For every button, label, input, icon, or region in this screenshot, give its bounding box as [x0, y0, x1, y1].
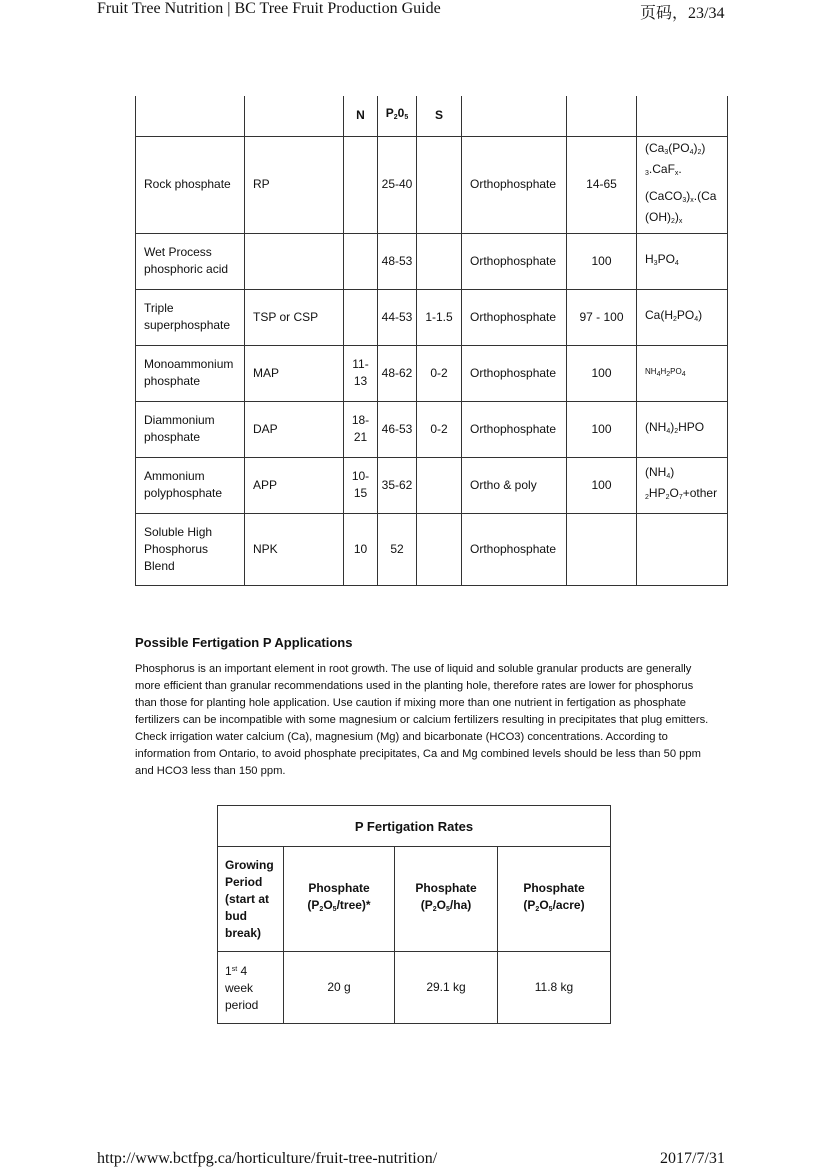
p-form: Orthophosphate	[462, 401, 567, 457]
solubility: 100	[567, 233, 637, 289]
p-value: 25-40	[378, 136, 417, 233]
fertilizer-name: Soluble High Phosphorus Blend	[136, 513, 245, 585]
p-form: Orthophosphate	[462, 233, 567, 289]
header-p2o5: $P_20_5$	[378, 96, 417, 136]
table-title: P Fertigation Rates	[218, 806, 611, 847]
header-phosphate-ha: Phosphate $(P_2O_5/ha)$	[395, 847, 498, 952]
n-value: 18-21	[344, 401, 378, 457]
fertilizer-name: Monoammonium phosphate	[136, 345, 245, 401]
s-value: 1-1.5	[417, 289, 462, 345]
fertilizer-abbr: APP	[245, 457, 344, 513]
paragraph-text: Phosphorus is an important element in root growth. The use of liquid and soluble granular products are generally more efficient than granular recommendations used in the planting hole, therefore rates are lower for phosphorus than those for planting hole application. Use caution if mixing more than one nutrient in fertigation as phosphate fertilizers can be incompatible with some magnesium or calcium fertilizers resulting in precipitates that plug emitters. Check irrigation water calcium (Ca), magnesium (Mg) and bicarbonate (HCO3) concentrations. According to information from Ontario, to avoid phosphate precipitates, Ca and Mg combined levels should be less than 50 ppm and HCO3 less than 150 ppm.	[135, 663, 709, 777]
s-value	[417, 233, 462, 289]
table-row	[136, 233, 728, 289]
phosphate-fertilizer-table	[135, 96, 728, 586]
fertilizer-abbr: MAP	[245, 345, 344, 401]
p-value: 48-53	[378, 233, 417, 289]
p-value: 35-62	[378, 457, 417, 513]
fertilizer-name: Diammonium phosphate	[136, 401, 245, 457]
formula: $Ca(H_2PO_4)$	[637, 289, 728, 345]
rate-per-tree: 20 g	[284, 952, 395, 1024]
n-value	[344, 136, 378, 233]
formula: $H_3PO_4$	[637, 233, 728, 289]
p-value: 52	[378, 513, 417, 585]
s-value	[417, 513, 462, 585]
table-row	[218, 952, 611, 1024]
fertilizer-abbr: DAP	[245, 401, 344, 457]
n-value	[344, 289, 378, 345]
rate-per-ha: 29.1 kg	[395, 952, 498, 1024]
fertilizer-name: Rock phosphate	[136, 136, 245, 233]
n-value: 10	[344, 513, 378, 585]
formula: $(Ca_3(PO_4)_2)$ $_3$.CaF$_x$. $(CaCO_3)_x.(Ca$ $(OH)_2)_x$	[637, 136, 728, 233]
header-phosphate-tree: Phosphate $(P_2O_5/tree)*$	[284, 847, 395, 952]
solubility: 14-65	[567, 136, 637, 233]
p-value: 48-62	[378, 345, 417, 401]
table-row	[136, 289, 728, 345]
table-row	[136, 136, 728, 233]
table-row	[136, 345, 728, 401]
table-title-row	[218, 806, 611, 847]
header-s: S	[417, 96, 462, 136]
table-header-row	[218, 847, 611, 952]
fertilizer-name: Wet Process phosphoric acid	[136, 233, 245, 289]
s-value	[417, 457, 462, 513]
table-row	[136, 513, 728, 585]
table-header-row	[136, 96, 728, 136]
page-date: 2017/7/31	[660, 1150, 725, 1167]
solubility	[567, 513, 637, 585]
fertilizer-abbr	[245, 233, 344, 289]
solubility: 97 - 100	[567, 289, 637, 345]
s-value: 0-2	[417, 401, 462, 457]
header-phosphate-acre: Phosphate $(P_2O_5/acre)$	[498, 847, 611, 952]
formula: $NH_4H_2PO_4$	[637, 345, 728, 401]
solubility: 100	[567, 401, 637, 457]
s-value	[417, 136, 462, 233]
page-header-title: Fruit Tree Nutrition | BC Tree Fruit Production Guide	[97, 0, 441, 17]
fertilizer-abbr: NPK	[245, 513, 344, 585]
s-value: 0-2	[417, 345, 462, 401]
fertilizer-name: Triple superphosphate	[136, 289, 245, 345]
header-growing-period: Growing Period (start at bud break)	[218, 847, 284, 952]
p-fertigation-rates-table	[217, 805, 611, 1024]
section-title: Possible Fertigation P Applications	[135, 635, 353, 650]
p-form: Orthophosphate	[462, 345, 567, 401]
page-url: http://www.bctfpg.ca/horticulture/fruit-tree-nutrition/	[97, 1150, 438, 1167]
p-form: Orthophosphate	[462, 513, 567, 585]
n-value	[344, 233, 378, 289]
table-row	[136, 401, 728, 457]
solubility: 100	[567, 345, 637, 401]
fertilizer-abbr: RP	[245, 136, 344, 233]
p-value: 46-53	[378, 401, 417, 457]
solubility: 100	[567, 457, 637, 513]
header-n: N	[344, 96, 378, 136]
fertilizer-name: Ammonium polyphosphate	[136, 457, 245, 513]
table-row	[136, 457, 728, 513]
p-value: 44-53	[378, 289, 417, 345]
growing-period: 1st 4 week period	[218, 952, 284, 1024]
fertilizer-abbr: TSP or CSP	[245, 289, 344, 345]
p-form: Orthophosphate	[462, 136, 567, 233]
formula: $(NH_4)$ $_2HP_2O_7+other$	[637, 457, 728, 513]
section-paragraph	[135, 661, 710, 780]
n-value: 10-15	[344, 457, 378, 513]
formula: $(NH_4)_2HPO$	[637, 401, 728, 457]
formula	[637, 513, 728, 585]
n-value: 11-13	[344, 345, 378, 401]
rate-per-acre: 11.8 kg	[498, 952, 611, 1024]
p-form: Orthophosphate	[462, 289, 567, 345]
page-number: 页码，23/34	[640, 5, 725, 22]
p-form: Ortho & poly	[462, 457, 567, 513]
